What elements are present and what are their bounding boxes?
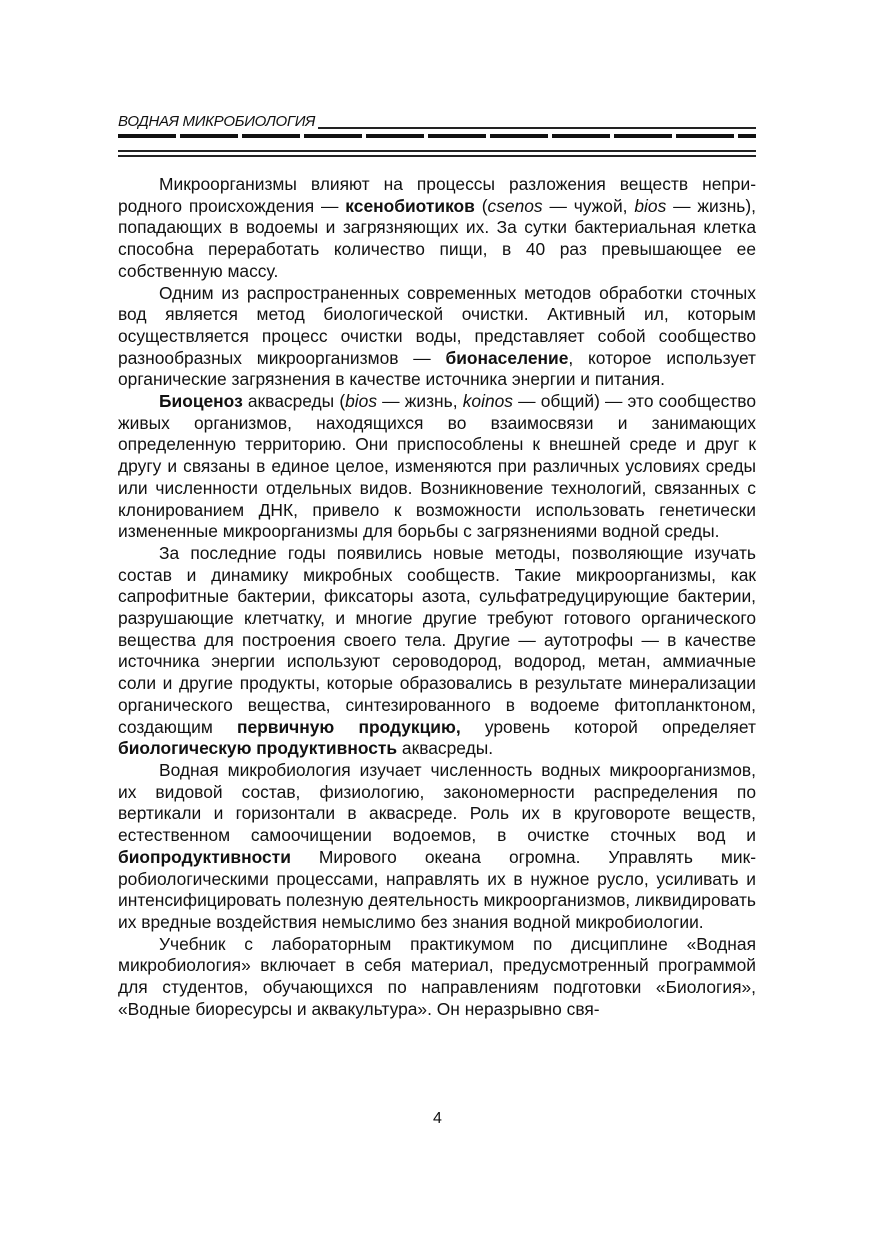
text-run: Водная микробиология изучает численность водных микроорганизмов, их видовой состав, физиологию, закономерности распределения по вертикали и горизонтали в аквасреде. Роль их в круговороте веществ, естественном самоочищении водоемов, в очистке сточных вод и — [118, 759, 756, 846]
text-run: аквасреды. — [397, 738, 494, 759]
italic-term: bios — [634, 195, 667, 216]
paragraph — [118, 283, 756, 392]
text-run: ( — [474, 195, 488, 216]
paragraph — [118, 391, 756, 543]
text-run: Учебник с лабораторным практикумом по дисциплине «Водная микробиология» включает в себя материал, предусмотренный программой для студентов, обучающихся по направлениям подготовки «Биология», «Водные биоресурсы и аквакультура». Он неразрывно свя- — [118, 933, 756, 1019]
page-number: 4 — [433, 1110, 442, 1127]
paragraph — [118, 760, 756, 934]
paragraph — [118, 934, 756, 1021]
bold-term: первичную продукцию, — [236, 716, 461, 737]
text-run: Микроорганизмы влияют на процессы разложения веществ неприродного происхождения — — [118, 174, 756, 216]
paragraph — [118, 174, 756, 283]
bold-term: бионаселение — [445, 347, 569, 368]
paragraph — [118, 543, 756, 760]
header-rule-double-top — [118, 150, 756, 152]
text-run: За последние годы появились новые методы, позволяющие изучать состав и динамику микробных сообществ. Такие микроорганизмы, как сапрофитные бактерии, фиксаторы азота, сульфатредуцирующие бактерии, разрушающие клетчатку, и многие другие требуют готового органического вещества для построения своего тела. Другие — аутотрофы — в качестве источника энергии используют сероводород, водород, метан, аммиачные соли и другие продукты, которые образовались в результате минерализации органического вещества, синтезированного в водоеме фитопланктоном, создающим — [118, 542, 756, 737]
bold-term: биологическую продуктивность — [118, 738, 398, 759]
text-run: — жизнь), попадающих в водоемы и загрязняющих их. За сутки бактериальная клетка способна переработать количество пищи, в 40 раз превышающее ее собственную массу. — [118, 195, 756, 281]
text-run: , которое использует органические загрязнения в качестве источника энергии и питания. — [118, 347, 756, 390]
header-rule-thin — [318, 127, 756, 129]
bold-term: Биоценоз — [159, 391, 243, 412]
header-rule-dashed — [118, 134, 756, 138]
text-run: — чужой, — [542, 195, 635, 216]
text-run: Мирового океана огромна. Управлять микробиологическими процессами, направлять их в нужное русло, усиливать и интенсифицировать полезную деятельность микроорганизмов, ликвидировать их вредные воздействия немыслимо без знания водной микробиологии. — [118, 846, 756, 932]
italic-term: bios — [345, 391, 378, 412]
bold-term: биопродуктивности — [118, 846, 291, 867]
text-run: — общий) — это сообщество живых организмов, находящихся во взаимосвязи и занимающих определенную территорию. Они приспособлены к внешней среде и друг к другу и связаны в единое целое, изменяются при различных условиях среды или численности отдельных видов. Возникновение технологий, связанных с клонированием ДНК, привело к возможности использовать генетически измененные микроорганизмы для борьбы с загрязнениями водной среды. — [118, 391, 757, 542]
running-header — [118, 110, 756, 160]
bold-term: ксенобиотиков — [345, 195, 475, 216]
text-run: уровень которой определяет — [460, 716, 756, 737]
italic-term: csenos — [487, 195, 543, 216]
body-text — [118, 174, 756, 1020]
header-rule-double-bottom — [118, 155, 756, 157]
running-title: ВОДНАЯ МИКРОБИОЛОГИЯ — [118, 113, 316, 130]
text-run: аквасреды ( — [242, 391, 346, 412]
text-run: — жизнь, — [377, 391, 463, 412]
text-run: Одним из распространенных современных методов обработки сточных вод является метод биологической очистки. Активный ил, которым осуществляется процесс очистки воды, представляет собой сообщество разнообразных микроорганизмов — — [118, 282, 756, 368]
italic-term: koinos — [462, 391, 513, 412]
